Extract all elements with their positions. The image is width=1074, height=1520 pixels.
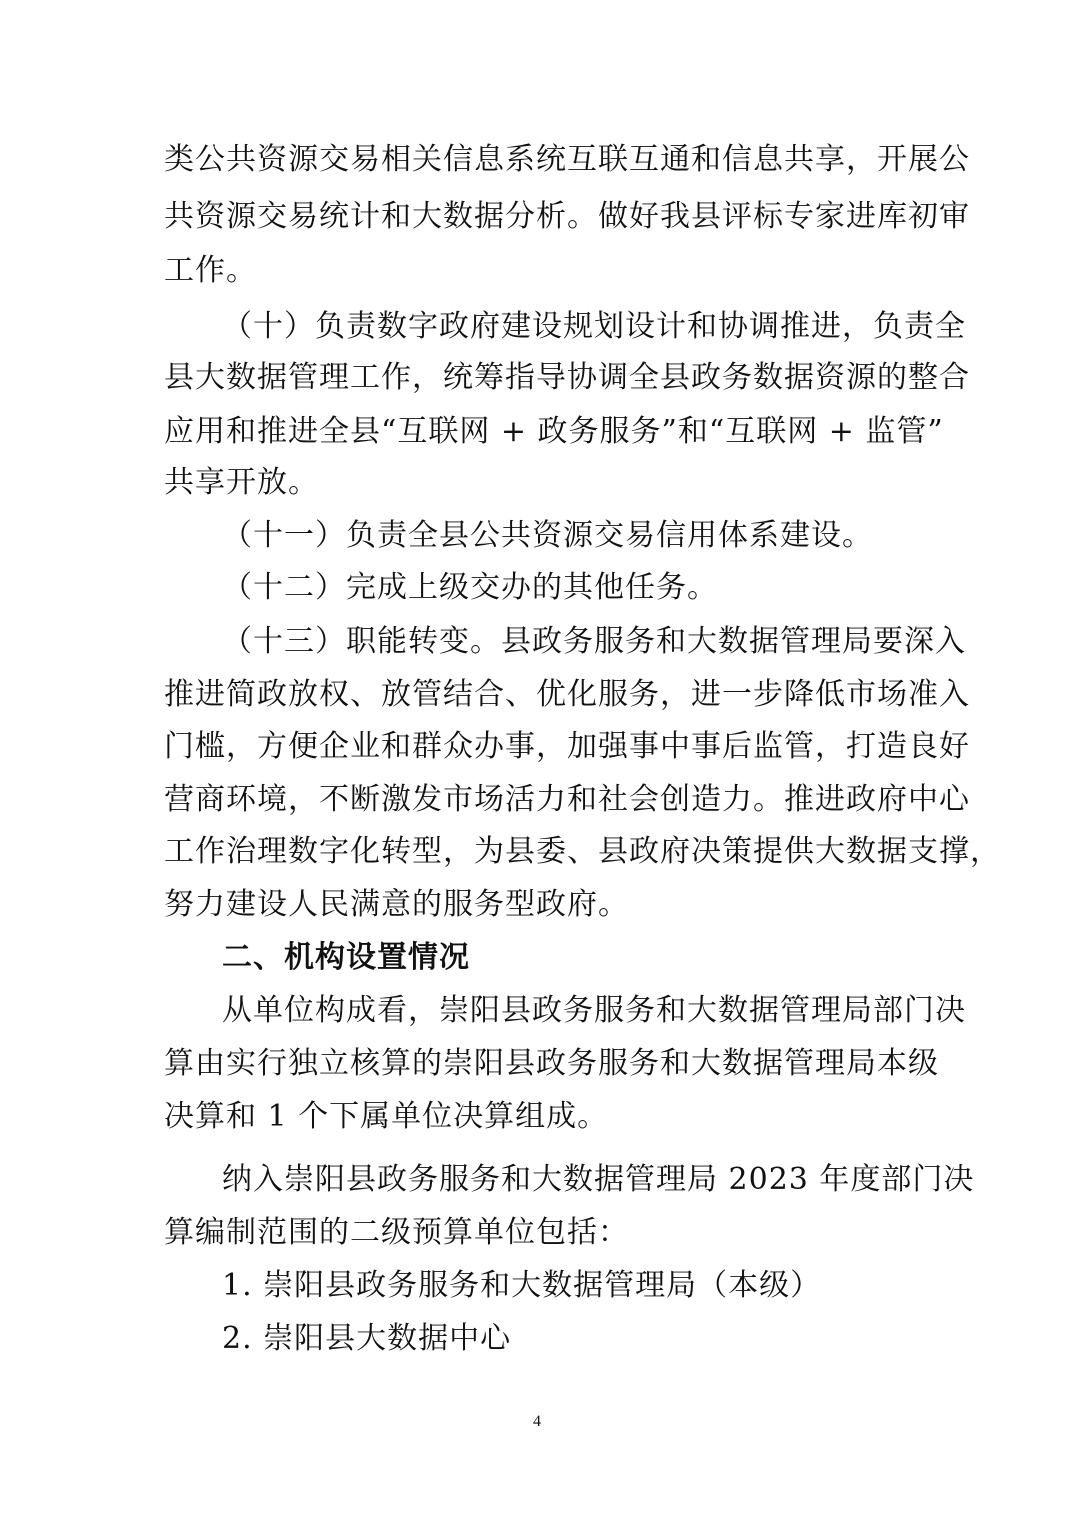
body-text-line: 营商环境，不断激发市场活力和社会创造力。推进政府中心 [164,782,970,817]
body-text-line: 共资源交易统计和大数据分析。做好我县评标专家进库初审 [164,199,970,234]
body-text-line: 工作。 [164,253,257,288]
page-number: 4 [533,1413,541,1430]
body-text-line: 从单位构成看，崇阳县政务服务和大数据管理局部门决 [222,993,966,1028]
body-text-line: 纳入崇阳县政务服务和大数据管理局 2023 年度部门决 [222,1162,975,1197]
list-item: 2. 崇阳县大数据中心 [222,1321,512,1356]
body-text-line: 努力建设人民满意的服务型政府。 [164,887,629,922]
body-text-line: 共享开放。 [164,465,319,500]
body-text-line: 类公共资源交易相关信息系统互联互通和信息共享，开展公 [164,142,970,177]
body-text-line: 算编制范围的二级预算单位包括： [164,1215,629,1250]
body-text-line: （十）负责数字政府建设规划设计和协调推进，负责全 [222,309,966,344]
body-text-line: 算由实行独立核算的崇阳县政务服务和大数据管理局本级 [164,1046,939,1081]
body-text-line: （十三）职能转变。县政务服务和大数据管理局要深入 [222,624,966,659]
list-item: 1. 崇阳县政务服务和大数据管理局（本级） [222,1268,822,1303]
body-text-line: 应用和推进全县“互联网 + 政务服务”和“互联网 + 监管” [164,414,944,449]
body-text-line: 推进简政放权、放管结合、优化服务，进一步降低市场准入 [164,677,970,712]
body-text-line: 决算和 1 个下属单位决算组成。 [164,1099,609,1134]
body-text-line: 工作治理数字化转型，为县委、县政府决策提供大数据支撑， [164,834,1001,869]
body-text-line: 门槛，方便企业和群众办事，加强事中事后监管，打造良好 [164,729,970,764]
section-heading: 二、机构设置情况 [222,940,470,975]
body-text-line: 县大数据管理工作，统筹指导协调全县政务数据资源的整合 [164,360,970,395]
body-text-line: （十二）完成上级交办的其他任务。 [222,570,718,605]
body-text-line: （十一）负责全县公共资源交易信用体系建设。 [222,518,873,553]
